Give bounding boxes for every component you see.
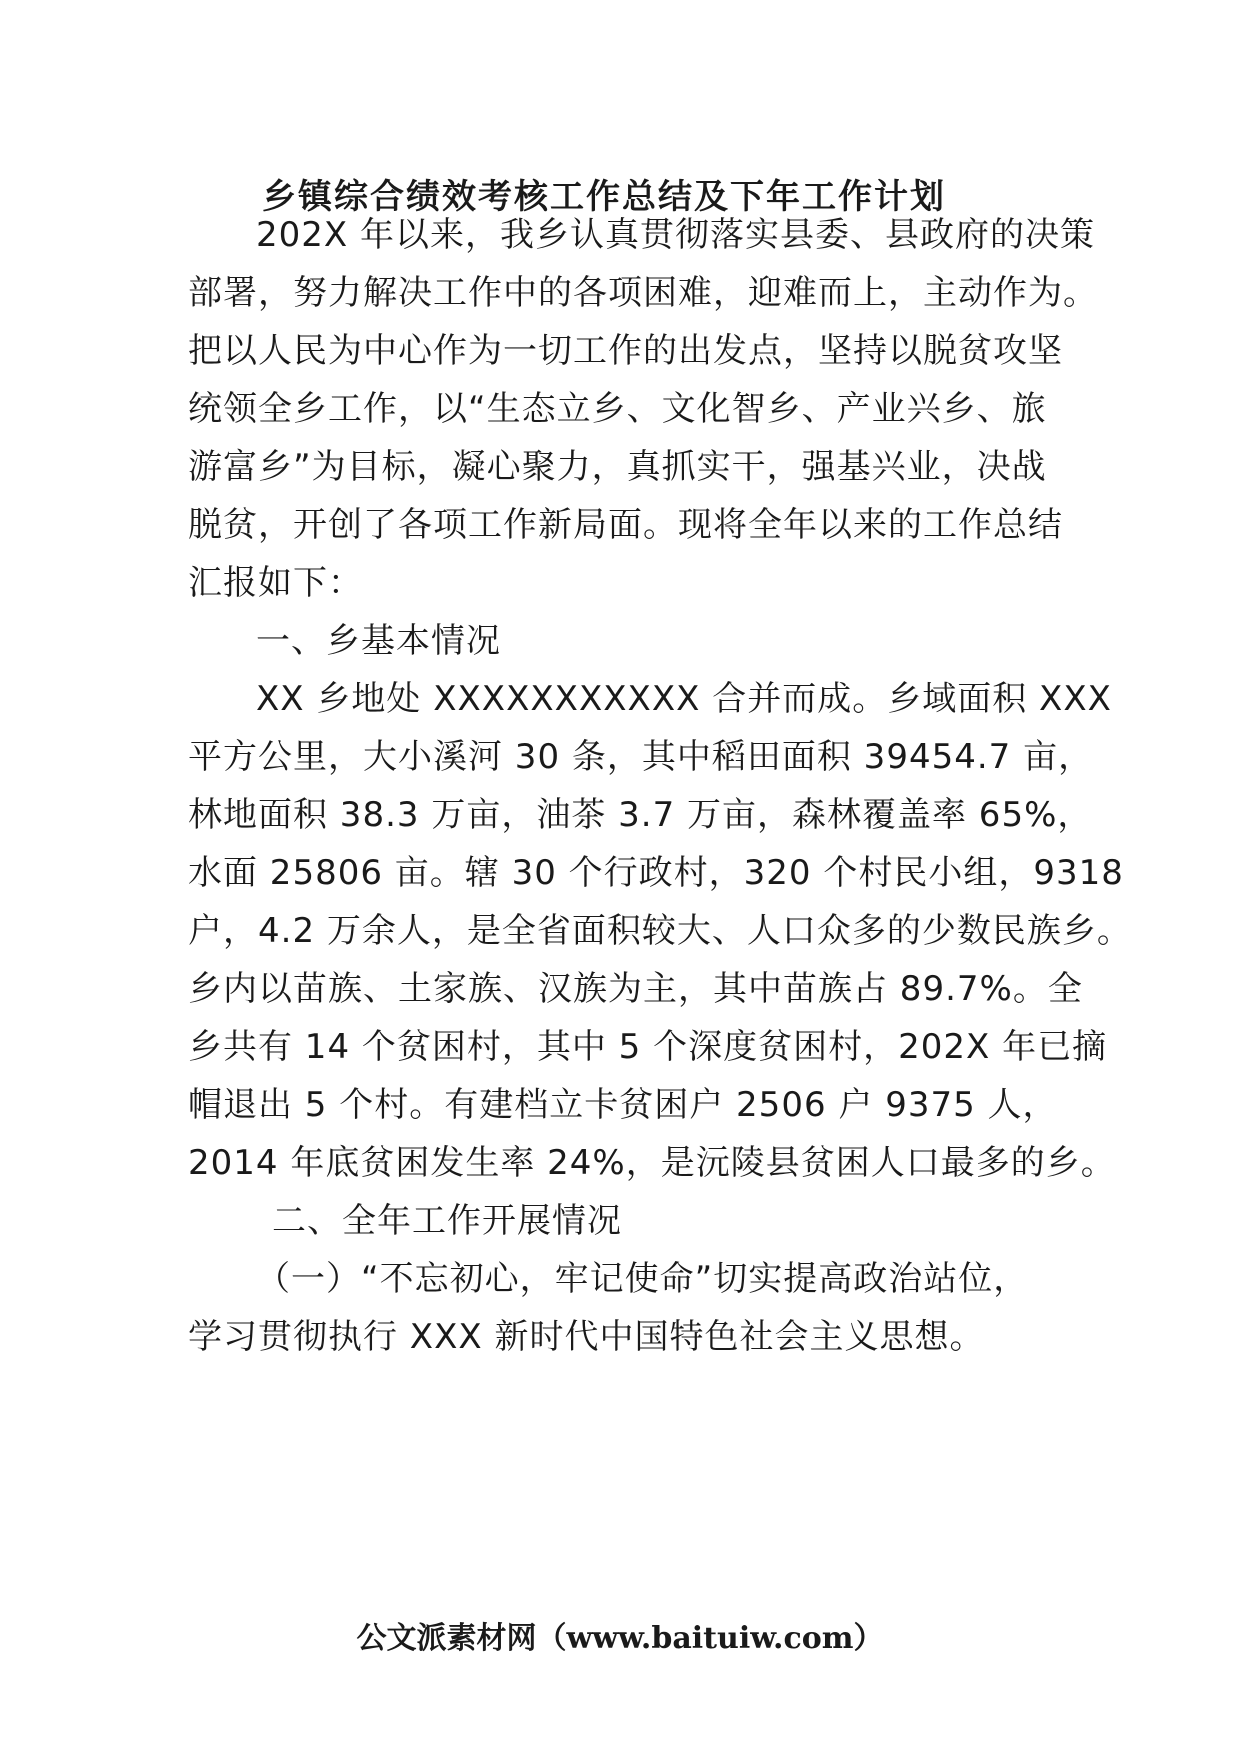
paragraph-line: 脱贫，开创了各项工作新局面。现将全年以来的工作总结 (188, 505, 1063, 545)
section-heading-basic-info: 一、乡基本情况 (256, 621, 501, 661)
paragraph-line: 汇报如下： (188, 563, 363, 603)
subsection-heading-line: （一）“不忘初心，牢记使命”切实提高政治站位， (256, 1259, 1029, 1299)
paragraph-line: 乡共有 14 个贫困村，其中 5 个深度贫困村，202X 年已摘 (188, 1027, 1108, 1067)
paragraph-line: 林地面积 38.3 万亩，油茶 3.7 万亩，森林覆盖率 65%， (188, 795, 1093, 835)
paragraph-line: 帽退出 5 个村。有建档立卡贫困户 2506 户 9375 人， (188, 1085, 1058, 1125)
paragraph-line: 水面 25806 亩。辖 30 个行政村，320 个村民小组，9318 (188, 853, 1124, 893)
paragraph-line: 平方公里，大小溪河 30 条，其中稻田面积 39454.7 亩， (188, 737, 1094, 777)
section-heading-annual-work: 二、全年工作开展情况 (272, 1201, 622, 1241)
footer-watermark: 公文派素材网（www.baituiw.com） (356, 1621, 884, 1656)
paragraph-line: 把以人民为中心作为一切工作的出发点，坚持以脱贫攻坚 (188, 331, 1063, 371)
paragraph-line: 游富乡”为目标，凝心聚力，真抓实干，强基兴业，决战 (188, 447, 1047, 487)
paragraph-line: 学习贯彻执行 XXX 新时代中国特色社会主义思想。 (188, 1317, 985, 1357)
paragraph-line: XX 乡地处 XXXXXXXXXXX 合并而成。乡域面积 XXX (256, 679, 1112, 719)
paragraph-line: 2014 年底贫困发生率 24%，是沅陵县贫困人口最多的乡。 (188, 1143, 1116, 1183)
paragraph-line: 户，4.2 万余人，是全省面积较大、人口众多的少数民族乡。 (188, 911, 1132, 951)
document-title: 乡镇综合绩效考核工作总结及下年工作计划 (262, 177, 946, 217)
paragraph-line: 乡内以苗族、土家族、汉族为主，其中苗族占 89.7%。全 (188, 969, 1083, 1009)
paragraph-line: 202X 年以来，我乡认真贯彻落实县委、县政府的决策 (256, 215, 1095, 255)
paragraph-line: 统领全乡工作，以“生态立乡、文化智乡、产业兴乡、旅 (188, 389, 1047, 429)
paragraph-line: 部署，努力解决工作中的各项困难，迎难而上，主动作为。 (188, 273, 1098, 313)
